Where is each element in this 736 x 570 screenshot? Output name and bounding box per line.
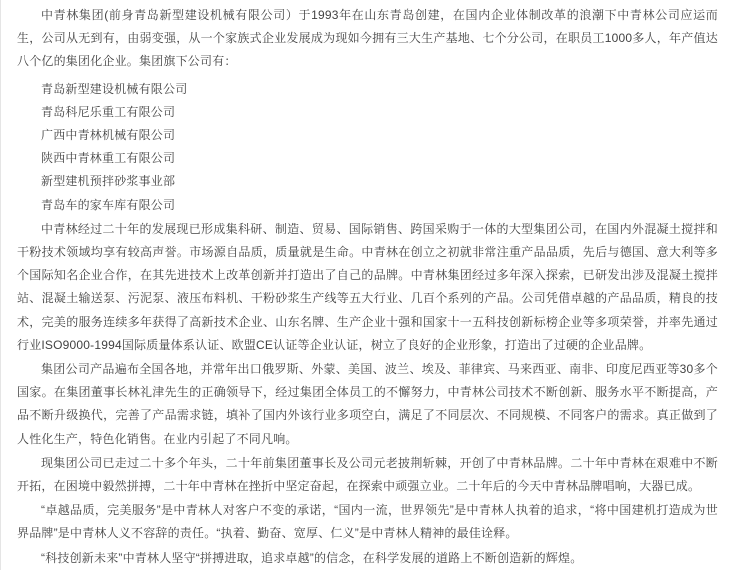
subsidiary-list — [17, 78, 718, 217]
body-paragraph-export: 集团公司产品遍布全国各地，并常年出口俄罗斯、外蒙、美国、波兰、埃及、菲律宾、马来西亚、南非、印度尼西亚等30多个国家。在集团董事长林礼津先生的正确领导下，经过集团全体员工的不懈努力，中青林公司技术不断创新、服务水平不断提高，产品不断升级换代，完善了产品需求链，填补了国内外该行业多项空白，满足了不同层次、不同规模、不同客户的需求。真正做到了人性化生产，特色化销售。在业内引起了不同凡响。 — [17, 362, 718, 446]
body-paragraph-development: 中青林经过二十年的发展现已形成集科研、制造、贸易、国际销售、跨国采购于一体的大型集团公司，在国内外混凝土搅拌和干粉技术领域均享有较高声誉。市场源自品质，质量就是生命。中青林在创立之初就非常注重产品品质，先后与德国、意大利等多个国际知名企业合作，在其先进技术上改革创新并打造出了自己的品牌。中青林集团经过多年深入探索，已研发出涉及混凝土搅拌站、混凝土输送泵、污泥泵、液压布料机、干粉砂浆生产线等五大行业、几百个系列的产品。公司凭借卓越的产品品质，精良的技术，完美的服务连续多年获得了高新技术企业、山东名牌、生产企业十强和国家十一五科技创新标榜企业等多项荣誉，并率先通过行业ISO9000-1994国际质量体系认证、欧盟CE认证等企业认证，树立了良好的企业形象，打造出了过硬的企业品牌。 — [17, 221, 718, 352]
subsidiary-item: 广西中青林机械有限公司 — [41, 128, 176, 143]
subsidiary-item: 新型建机预拌砂浆事业部 — [41, 174, 176, 189]
body-paragraph-history: 现集团公司已走过二十多个年头，二十年前集团董事长及公司元老披荆斩棘，开创了中青林品牌。二十年中青林在艰难中不断开拓，在困境中毅然拼搏，二十年中青林在挫折中坚定奋起，在探索中顽强立业。二十年后的今天中青林品牌唱响，大器已成。 — [17, 455, 718, 494]
subsidiary-item: 青岛车的家车库有限公司 — [41, 197, 176, 212]
body-paragraph-slogan: “科技创新未来”中青林人坚守“拼搏进取，追求卓越”的信念，在科学发展的道路上不断创造新的辉煌。 — [41, 550, 583, 565]
body-paragraphs — [17, 218, 718, 570]
intro-paragraph: 中青林集团(前身青岛新型建设机械有限公司）于1993年在山东青岛创建，在国内企业体制改革的浪潮下中青林公司应运而生，公司从无到有，由弱变强，从一个家族式企业发展成为现如今拥有三大生产基地、七个分公司，在职员工1000多人，年产值达八个亿的集团化企业。集团旗下公司有： — [17, 8, 718, 69]
subsidiary-item: 青岛科尼乐重工有限公司 — [41, 104, 176, 119]
subsidiary-item: 陕西中青林重工有限公司 — [41, 151, 176, 166]
body-paragraph-values: “卓越品质，完美服务”是中青林人对客户不变的承诺，“国内一流，世界领先”是中青林人执着的追求，“将中国建机打造成为世界品牌”是中青林人义不容辞的责任。“执着、勤奋、宽厚、仁义”是中青林人精神的最佳诠释。 — [17, 503, 718, 541]
subsidiary-item: 青岛新型建设机械有限公司 — [41, 81, 188, 96]
